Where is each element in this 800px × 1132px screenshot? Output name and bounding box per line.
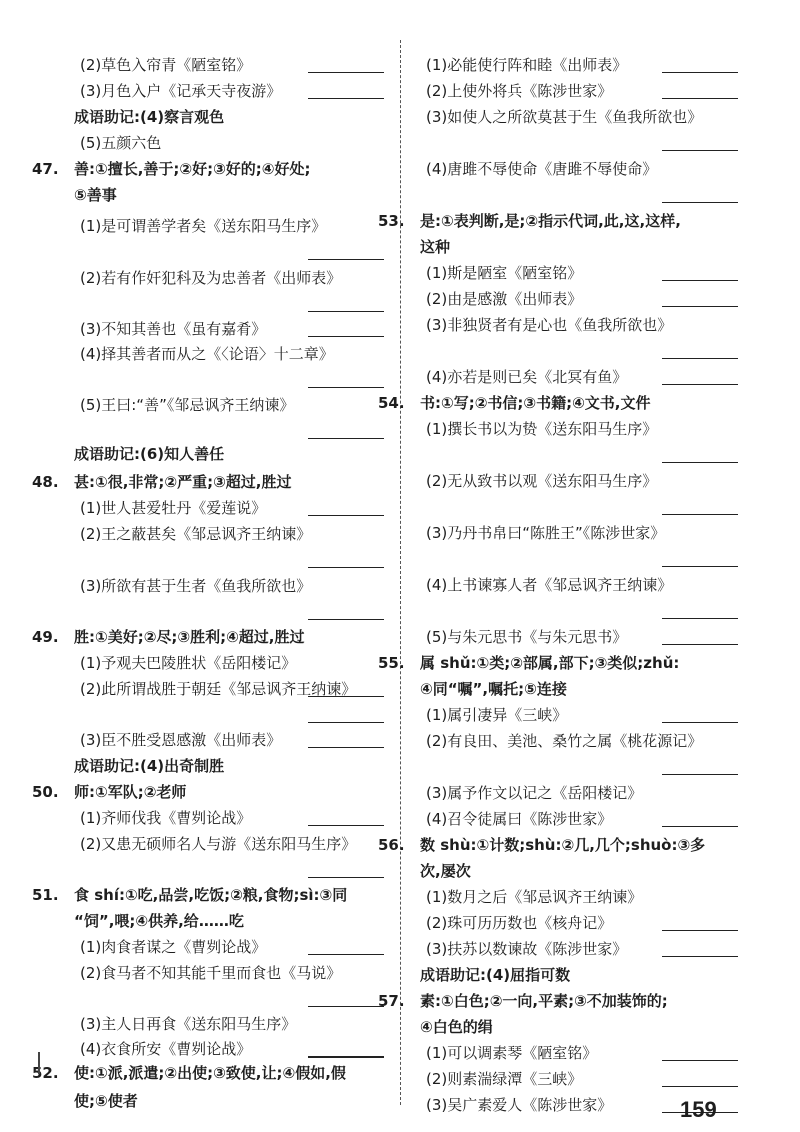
answer-blank[interactable] [662, 930, 738, 931]
line-text: 胜:①美好;②尽;③胜利;④超过,胜过 [74, 628, 305, 646]
entry-heading [378, 208, 738, 234]
page-number: 159 [680, 1097, 717, 1122]
example-line [74, 521, 384, 547]
answer-blank[interactable] [308, 387, 384, 388]
example-line [420, 702, 738, 728]
answer-blank[interactable] [662, 150, 738, 151]
answer-blank[interactable] [662, 98, 738, 99]
line-text: (3)所欲有甚于生者《鱼我所欲也》 [80, 577, 312, 595]
line-text: (3)月色入户《记承天寺夜游》 [80, 82, 282, 100]
entry-heading [378, 988, 738, 1014]
line-text: (3)属予作文以记之《岳阳楼记》 [426, 784, 643, 802]
line-text: 使:①派,派遣;②出使;③致使,让;④假如,假 [74, 1064, 346, 1082]
line-text: ⑤善事 [74, 186, 117, 204]
line-text: (1)属引凄异《三峡》 [426, 706, 568, 724]
line-text: (4)择其善者而从之《〈论语〉十二章》 [80, 345, 334, 363]
margin-mark [38, 1052, 40, 1074]
entry-number: 50. [32, 783, 59, 801]
entry-heading-continued [74, 908, 384, 934]
answer-blank[interactable] [662, 618, 738, 619]
line-text: (1)世人甚爱牡丹《爱莲说》 [80, 499, 267, 517]
line-text: 数 shù:①计数;shù:②几,几个;shuò:③多 [420, 836, 706, 854]
line-text: (3)扶苏以数谏故《陈涉世家》 [426, 940, 628, 958]
line-text: (2)若有作奸犯科及为忠善者《出师表》 [80, 269, 342, 287]
line-text: 成语助记:(4)出奇制胜 [74, 757, 225, 775]
idiom-hint [74, 753, 384, 779]
answer-blank[interactable] [662, 826, 738, 827]
example-line [420, 416, 738, 442]
example-line [74, 960, 384, 986]
example-line [420, 1066, 738, 1092]
entry-heading-continued [420, 858, 738, 884]
example-line [420, 780, 738, 806]
entry-number: 54. [378, 394, 405, 412]
line-text: 成语助记:(6)知人善任 [74, 445, 225, 463]
example-line [420, 78, 738, 104]
example-line [74, 495, 384, 521]
example-line [74, 934, 384, 960]
answer-blank[interactable] [662, 462, 738, 463]
answer-blank[interactable] [662, 358, 738, 359]
idiom-hint [420, 962, 738, 988]
example-line [74, 676, 384, 702]
line-text: (2)又患无硕师名人与游《送东阳马生序》 [80, 835, 357, 853]
entry-heading [32, 779, 384, 805]
line-text: (1)斯是陋室《陋室铭》 [426, 264, 583, 282]
line-text: (2)无从致书以观《送东阳马生序》 [426, 472, 658, 490]
line-text: 次,屡次 [420, 862, 471, 880]
line-text: (3)乃丹书帛曰“陈胜王”《陈涉世家》 [426, 524, 666, 542]
example-line [420, 312, 738, 338]
entry-heading [32, 469, 384, 495]
answer-blank[interactable] [308, 259, 384, 260]
example-line [420, 104, 738, 130]
answer-blank[interactable] [662, 774, 738, 775]
answer-blank[interactable] [308, 515, 384, 516]
example-line [74, 130, 384, 156]
line-text: 成语助记:(4)察言观色 [74, 108, 225, 126]
line-text: (2)王之蔽甚矣《邹忌讽齐王纳谏》 [80, 525, 312, 543]
line-text: 属 shǔ:①类;②部属,部下;③类似;zhǔ: [420, 654, 680, 672]
line-text: 使;⑤使者 [74, 1092, 138, 1110]
answer-blank[interactable] [662, 72, 738, 73]
answer-blank[interactable] [308, 336, 384, 337]
entry-heading [378, 832, 738, 858]
entry-number: 56. [378, 836, 405, 854]
example-line [420, 806, 738, 832]
entry-number: 48. [32, 473, 59, 491]
entry-heading [32, 1060, 384, 1086]
example-line [420, 1040, 738, 1066]
answer-blank[interactable] [308, 722, 384, 723]
entry-heading-continued [420, 234, 738, 260]
line-text: (1)必能使行阵和睦《出师表》 [426, 56, 628, 74]
line-text: 善:①擅长,善于;②好;③好的;④好处; [74, 160, 311, 178]
answer-blank[interactable] [308, 877, 384, 878]
line-text: 书:①写;②书信;③书籍;④文书,文件 [420, 394, 651, 412]
line-text: (2)此所谓战胜于朝廷《邹忌讽齐王纳谏》 [80, 680, 357, 698]
line-text: 食 shí:①吃,品尝,吃饭;②粮,食物;sì:③同 [74, 886, 348, 904]
line-text: (3)不知其善也《虽有嘉肴》 [80, 320, 267, 338]
example-line [74, 78, 384, 104]
example-line [420, 728, 738, 754]
answer-blank[interactable] [308, 98, 384, 99]
line-text: (1)是可谓善学者矣《送东阳马生序》 [80, 217, 327, 235]
answer-blank[interactable] [308, 954, 384, 955]
line-text: 这种 [420, 238, 451, 256]
line-text: (5)五颜六色 [80, 134, 162, 152]
line-text: (1)予观夫巴陵胜状《岳阳楼记》 [80, 654, 297, 672]
line-text: (5)与朱元思书《与朱元思书》 [426, 628, 628, 646]
example-line [420, 468, 738, 494]
entry-number: 55. [378, 654, 405, 672]
idiom-hint [74, 104, 384, 130]
example-line [74, 1011, 384, 1037]
entry-number: 49. [32, 628, 59, 646]
line-text: 甚:①很,非常;②严重;③超过,胜过 [74, 473, 292, 491]
line-text: (4)上书谏寡人者《邹忌讽齐王纳谏》 [426, 576, 673, 594]
example-line [74, 341, 384, 367]
entry-number: 47. [32, 160, 59, 178]
entry-heading-continued [420, 676, 738, 702]
line-text: (3)如使人之所欲莫甚于生《鱼我所欲也》 [426, 108, 703, 126]
line-text: (3)臣不胜受恩感激《出师表》 [80, 731, 282, 749]
example-line [74, 805, 384, 831]
line-text: (4)衣食所安《曹刿论战》 [80, 1040, 252, 1058]
entry-heading [32, 624, 384, 650]
example-line [420, 624, 738, 650]
answer-blank[interactable] [662, 722, 738, 723]
answer-blank[interactable] [662, 202, 738, 203]
entry-heading-continued [420, 1014, 738, 1040]
answer-blank[interactable] [308, 747, 384, 748]
example-line [74, 316, 384, 342]
answer-blank[interactable] [662, 1060, 738, 1061]
example-line [74, 727, 384, 753]
answer-blank[interactable] [308, 1056, 384, 1057]
line-text: (1)肉食者谋之《曹刿论战》 [80, 938, 267, 956]
line-text: 成语助记:(4)屈指可数 [420, 966, 571, 984]
line-text: (2)草色入帘青《陋室铭》 [80, 56, 252, 74]
entry-number: 51. [32, 886, 59, 904]
line-text: (2)上使外将兵《陈涉世家》 [426, 82, 613, 100]
answer-blank[interactable] [308, 1006, 384, 1007]
line-text: (3)非独贤者有是心也《鱼我所欲也》 [426, 316, 673, 334]
line-text: 素:①白色;②一向,平素;③不加装饰的; [420, 992, 668, 1010]
answer-blank[interactable] [662, 644, 738, 645]
line-text: (2)则素湍绿潭《三峡》 [426, 1070, 583, 1088]
answer-blank[interactable] [308, 567, 384, 568]
line-text: (4)亦若是则已矣《北冥有鱼》 [426, 368, 628, 386]
answer-blank[interactable] [662, 956, 738, 957]
answer-blank[interactable] [308, 619, 384, 620]
example-line [420, 286, 738, 312]
example-line [74, 265, 384, 291]
example-line [74, 52, 384, 78]
example-line [420, 156, 738, 182]
line-text: (1)齐师伐我《曹刿论战》 [80, 809, 252, 827]
answer-blank[interactable] [662, 566, 738, 567]
example-line [420, 260, 738, 286]
entry-heading-continued [74, 182, 384, 208]
entry-number: 52. [32, 1064, 59, 1082]
example-line [420, 572, 738, 598]
line-text: 师:①军队;②老师 [74, 783, 187, 801]
example-line [420, 52, 738, 78]
line-text: (1)撰长书以为贽《送东阳马生序》 [426, 420, 658, 438]
example-line [74, 1036, 384, 1062]
answer-blank[interactable] [308, 438, 384, 439]
example-line [74, 573, 384, 599]
entry-heading [32, 882, 384, 908]
answer-blank[interactable] [308, 825, 384, 826]
example-line [420, 884, 738, 910]
example-line [74, 831, 384, 857]
answer-blank[interactable] [662, 514, 738, 515]
answer-blank[interactable] [662, 384, 738, 385]
line-text: (4)唐雎不辱使命《唐雎不辱使命》 [426, 160, 658, 178]
line-text: (3)吴广素爱人《陈涉世家》 [426, 1096, 613, 1114]
idiom-hint [74, 441, 384, 467]
entry-number: 57. [378, 992, 405, 1010]
example-line [420, 520, 738, 546]
line-text: (2)食马者不知其能千里而食也《马说》 [80, 964, 342, 982]
line-text: (3)主人日再食《送东阳马生序》 [80, 1015, 297, 1033]
entry-number: 53. [378, 212, 405, 230]
example-line [74, 213, 384, 239]
line-text: (4)召令徒属曰《陈涉世家》 [426, 810, 613, 828]
line-text: (1)数月之后《邹忌讽齐王纳谏》 [426, 888, 643, 906]
line-text: (2)珠可历历数也《核舟记》 [426, 914, 613, 932]
answer-blank[interactable] [662, 280, 738, 281]
column-divider [400, 40, 401, 1105]
line-text: 是:①表判断,是;②指示代词,此,这,这样, [420, 212, 681, 230]
line-text: (2)由是感激《出师表》 [426, 290, 583, 308]
example-line [420, 936, 738, 962]
answer-blank[interactable] [662, 1086, 738, 1087]
entry-heading-continued [74, 1088, 384, 1114]
example-line [420, 910, 738, 936]
answer-blank[interactable] [308, 311, 384, 312]
entry-heading [378, 650, 738, 676]
line-text: “饲”,喂;④供养,给……吃 [74, 912, 244, 930]
example-line [74, 650, 384, 676]
entry-heading [32, 156, 384, 182]
line-text: (2)有良田、美池、桑竹之属《桃花源记》 [426, 732, 703, 750]
line-text: (1)可以调素琴《陋室铭》 [426, 1044, 598, 1062]
entry-heading [378, 390, 738, 416]
line-text: (5)王曰:“善”《邹忌讽齐王纳谏》 [80, 396, 295, 414]
example-line [420, 364, 738, 390]
line-text: ④同“嘱”,嘱托;⑤连接 [420, 680, 567, 698]
answer-blank[interactable] [662, 306, 738, 307]
answer-blank[interactable] [308, 72, 384, 73]
example-line [74, 392, 384, 418]
line-text: ④白色的绢 [420, 1018, 493, 1036]
